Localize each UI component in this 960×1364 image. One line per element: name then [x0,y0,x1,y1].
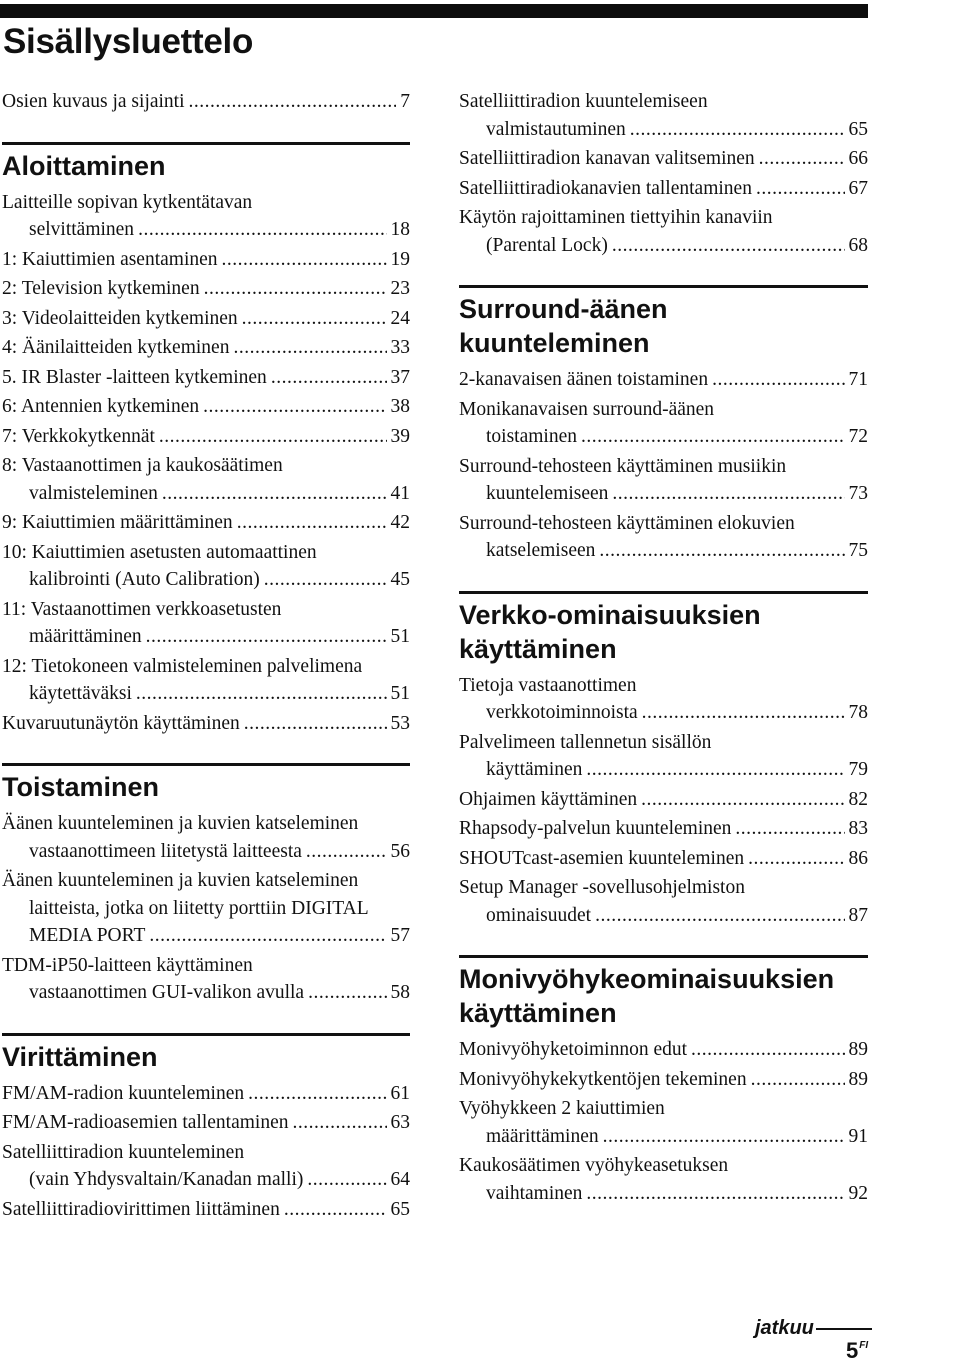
toc-entry-page: 65 [848,118,868,140]
section-rule [459,955,868,958]
continue-label: jatkuu [755,1317,814,1339]
toc-entry-text: vastaanottimen GUI-valikon avulla [29,982,305,1003]
toc-entry-text: Monivyöhyketoiminnon edut [459,1039,688,1060]
toc-entry-text: (vain Yhdysvaltain/Kanadan malli) [29,1169,304,1190]
dot-leader [204,275,387,303]
toc-entry-page: 42 [390,512,410,533]
toc-entry-text: määrittäminen [29,626,142,647]
toc-entry-text: valmistautuminen [486,118,626,140]
toc-right-sections [459,285,868,1207]
dot-leader [264,566,387,594]
dot-leader [307,1166,386,1194]
toc-entry-text: käyttäminen [486,759,583,780]
toc-entry-text: Setup Manager -sovellusohjelmiston [459,877,745,898]
toc-left-sections [2,142,410,1224]
dot-leader [612,232,845,260]
toc-entry-page: 82 [848,788,868,810]
toc-entry-text: 8: Vastaanottimen ja kaukosäätimen [2,455,283,476]
toc-entry[interactable] [459,145,868,173]
section-heading [459,292,868,360]
toc-entry-page: 38 [390,396,410,417]
toc-entry-text: Tietoja vastaanottimen [459,674,637,696]
toc-entry[interactable] [459,1152,868,1207]
continue-marker [755,1317,872,1340]
dot-leader [149,922,386,950]
section-heading-line: Toistaminen [2,772,160,802]
toc-entry-text: Osien kuvaus ja sijainti [2,91,185,112]
section-heading-line: Monivyöhykeominaisuuksien [459,964,835,994]
section-entries [459,672,868,930]
toc-entry-page: 19 [390,248,410,270]
toc-entry-text: TDM-iP50-laitteen käyttäminen [2,954,253,976]
toc-entry[interactable] [459,786,868,814]
section-rule [2,763,410,766]
dot-leader [756,175,845,203]
dot-leader [284,1196,387,1224]
toc-entry-text: Vyöhykkeen 2 kaiuttimien [459,1098,665,1119]
toc-entry[interactable] [459,845,868,873]
toc-entry-text: määrittäminen [486,1125,599,1147]
toc-entry-page: 87 [848,904,868,926]
dot-leader [146,623,387,651]
toc-entry-text: Kaukosäätimen vyöhykeasetuksen [459,1155,729,1176]
toc-entry-page: 86 [848,847,868,869]
toc-entry-text: katselemiseen [486,540,596,561]
toc-entry-page: 61 [390,1082,410,1104]
dot-leader [599,537,844,565]
toc-entry-page: 45 [390,569,410,590]
toc-entry[interactable] [2,653,410,708]
toc-entry-text: Äänen kuunteleminen ja kuvien katseleminen [2,813,359,834]
toc-entry[interactable] [459,729,868,784]
dot-leader [292,1109,386,1137]
toc-entry-text: Surround-tehosteen käyttäminen elokuvien [459,512,795,534]
section-heading [2,1040,410,1074]
toc-entry-text: SHOUTcast-asemien kuunteleminen [459,847,745,869]
toc-entry[interactable] [2,867,410,950]
dot-leader [136,680,387,708]
toc-entry-text: vastaanottimeen liitetystä laitteesta [29,840,302,862]
toc-entry-page: 63 [390,1112,410,1133]
toc-entry-text: 2: Television kytkeminen [2,278,200,299]
section-rule [459,285,868,288]
toc-entry[interactable] [459,453,868,508]
toc-entry[interactable] [2,189,410,244]
toc-entry-text: selvittäminen [29,219,135,240]
dot-leader [759,145,845,173]
dot-leader [189,88,397,116]
toc-entry-page: 58 [390,982,410,1003]
dot-leader [735,815,844,843]
toc-entry-page: 66 [848,148,868,169]
dot-leader [712,366,844,394]
section-heading [2,770,410,804]
dot-leader [586,1180,844,1208]
section-heading-line: kuunteleminen [459,328,650,358]
toc-entry-text: Monikanavaisen surround-äänen [459,398,715,420]
dot-leader [162,480,387,508]
section-heading-line: käyttäminen [459,633,617,664]
toc-entry-text: 7: Verkkokytkennät [2,425,155,447]
toc-entry-page: 39 [390,425,410,447]
toc-entry-page: 92 [848,1182,868,1204]
toc-entry-page: 64 [390,1169,410,1190]
toc-entry[interactable] [2,539,410,594]
dot-leader [248,1080,386,1108]
toc-entry-page: 57 [390,925,410,946]
toc-entry-text: toistaminen [486,426,577,447]
section-rule [2,1033,410,1036]
toc-entry-text: Monivyöhykekytkentöjen tekeminen [459,1068,747,1090]
toc-entry-page: 91 [848,1125,868,1147]
dot-leader [242,305,387,333]
toc-entry-text: käytettäväksi [29,683,132,704]
toc-entry-page: 56 [390,840,410,862]
toc-entry-page: 53 [390,712,410,734]
toc-entry[interactable] [2,246,410,274]
toc-entry[interactable] [2,1139,410,1194]
toc-left-column [2,88,410,1225]
toc-entry-page: 23 [390,278,410,299]
toc-entry[interactable] [2,710,410,738]
toc-entry-page: 72 [848,426,868,447]
section-heading-line: Virittäminen [2,1041,158,1072]
toc-entry-text: Satelliittiradiovirittimen liittäminen [2,1198,280,1220]
toc-entry[interactable] [459,1036,868,1064]
toc-entry-page: 33 [390,337,410,358]
toc-entry-page: 51 [390,626,410,647]
toc-entry-text: 12: Tietokoneen valmisteleminen palvelimena [2,655,363,677]
toc-entry-text: 5. IR Blaster -laitteen kytkeminen [2,366,267,388]
toc-entry[interactable] [2,1109,410,1137]
section-entries [459,1036,868,1207]
toc-entry-page: 24 [390,307,410,329]
toc-entry-text: Satelliittiradiokanavien tallentaminen [459,177,752,199]
continue-arrow-line [816,1328,872,1330]
toc-right-intro-list [459,88,868,259]
toc-entry[interactable] [459,366,868,394]
toc-entry[interactable] [459,672,868,727]
toc-entry[interactable] [2,952,410,1007]
toc-entry[interactable] [459,396,868,451]
section-entries [2,189,410,738]
section-heading [2,149,410,183]
dot-leader [748,845,844,873]
toc-entry-text: verkkotoiminnoista [486,702,638,723]
toc-entry-text: laitteista, jotka on liitetty porttiin DIGITAL [29,897,369,919]
dot-leader [271,364,387,392]
toc-entry[interactable] [2,393,410,421]
toc-entry[interactable] [2,452,410,507]
dot-leader [222,246,387,274]
toc-entry-page: 89 [848,1039,868,1060]
toc-entry-page: 68 [848,234,868,256]
dot-leader [233,334,386,362]
toc-entry-page: 71 [848,369,868,390]
toc-intro-list [2,88,410,116]
section-entries [2,810,410,1007]
toc-entry-page: 79 [848,759,868,780]
toc-entry[interactable] [459,88,868,143]
toc-entry-text: 6: Antennien kytkeminen [2,396,200,417]
toc-section [2,763,410,1007]
toc-right-column [459,88,868,1209]
dot-leader [630,116,845,144]
dot-leader [612,480,844,508]
dot-leader [308,979,386,1007]
toc-entry[interactable] [459,1066,868,1094]
toc-entry-text: (Parental Lock) [486,234,608,256]
dot-leader [691,1036,844,1064]
page-title: Sisällysluettelo [3,22,254,61]
toc-entry[interactable] [459,510,868,565]
toc-entry-text: Satelliittiradion kuunteleminen [2,1141,245,1163]
toc-entry-text: Palvelimeen tallennetun sisällön [459,731,712,753]
toc-entry-text: Satelliittiradion kanavan valitseminen [459,148,755,169]
dot-leader [159,423,387,451]
toc-entry-text: Ohjaimen käyttäminen [459,788,638,810]
toc-entry-page: 78 [848,702,868,723]
toc-entry[interactable] [2,810,410,865]
toc-entry[interactable] [2,334,410,362]
dot-leader [203,393,386,421]
section-heading-line: käyttäminen [459,998,617,1028]
section-heading-line: Verkko-ominaisuuksien [459,599,761,630]
toc-entry[interactable] [459,815,868,843]
toc-entry-text: 2-kanavaisen äänen toistaminen [459,369,709,390]
toc-entry-text: MEDIA PORT [29,925,146,946]
section-entries [459,366,868,565]
toc-section [2,142,410,738]
toc-entry-text: FM/AM-radion kuunteleminen [2,1082,245,1104]
toc-entry[interactable] [2,423,410,451]
toc-entry-text: 11: Vastaanottimen verkkoasetusten [2,598,282,620]
section-rule [459,591,868,594]
toc-entry-page: 51 [390,683,410,704]
dot-leader [751,1066,845,1094]
toc-entry[interactable] [2,275,410,303]
toc-section [459,285,868,565]
toc-entry-text: Laitteille sopivan kytkentätavan [2,191,253,213]
header-bar [0,4,868,18]
toc-entry-text: kalibrointi (Auto Calibration) [29,569,260,590]
toc-entry[interactable] [2,509,410,537]
toc-entry-text: 9: Kaiuttimien määrittäminen [2,512,233,533]
toc-entry-text: 3: Videolaitteiden kytkeminen [2,307,238,329]
dot-leader [237,509,387,537]
toc-entry[interactable] [2,364,410,392]
toc-entry[interactable] [459,175,868,203]
section-entries [2,1080,410,1224]
toc-entry-page: 73 [848,483,868,504]
toc-entry-text: vaihtaminen [486,1182,583,1204]
toc-entry-text: Satelliittiradion kuuntelemiseen [459,91,708,112]
dot-leader [586,756,844,784]
section-heading [459,598,868,666]
dot-leader [306,838,387,866]
toc-entry-text: 1: Kaiuttimien asentaminen [2,248,218,270]
toc-entry[interactable] [2,596,410,651]
toc-entry-page: 75 [848,540,868,561]
page-number [846,1338,868,1364]
toc-entry-page: 37 [390,366,410,388]
toc-entry-page: 7 [400,91,410,112]
toc-entry-text: valmisteleminen [29,482,158,504]
section-rule [2,142,410,145]
toc-section [2,1033,410,1224]
dot-leader [581,423,845,451]
page-number-value: 5 [846,1338,859,1363]
toc-entry-page: 41 [390,482,410,504]
toc-entry-text: FM/AM-radioasemien tallentaminen [2,1112,289,1133]
toc-entry-text: 10: Kaiuttimien asetusten automaattinen [2,541,317,563]
toc-entry[interactable] [2,1080,410,1108]
toc-entry-page: 89 [848,1068,868,1090]
dot-leader [138,216,386,244]
toc-entry-text: Käytön rajoittaminen tiettyihin kanaviin [459,207,773,228]
dot-leader [641,786,844,814]
toc-entry[interactable] [459,204,868,259]
toc-entry[interactable] [459,874,868,929]
toc-entry-text: Äänen kuunteleminen ja kuvien katseleminen [2,870,359,891]
page-number-suffix: FI [859,1340,869,1351]
toc-entry-page: 18 [390,219,410,240]
dot-leader [642,699,845,727]
toc-section [459,591,868,930]
toc-entry-text: kuuntelemiseen [486,483,609,504]
toc-entry-page: 83 [848,818,868,839]
toc-entry[interactable] [459,1095,868,1150]
section-heading [459,962,868,1030]
toc-entry-text: Surround-tehosteen käyttäminen musiikin [459,455,787,477]
toc-entry-text: Rhapsody-palvelun kuunteleminen [459,818,732,839]
toc-entry[interactable] [2,88,410,116]
toc-entry-page: 65 [390,1198,410,1220]
toc-entry[interactable] [2,1196,410,1224]
dot-leader [244,710,387,738]
dot-leader [603,1123,845,1151]
toc-entry-page: 67 [848,177,868,199]
dot-leader [595,902,844,930]
section-heading-line: Surround-äänen [459,294,668,324]
section-heading-line: Aloittaminen [2,150,166,181]
toc-entry-text: Kuvaruutunäytön käyttäminen [2,712,240,734]
toc-entry-text: 4: Äänilaitteiden kytkeminen [2,337,230,358]
toc-entry-text: ominaisuudet [486,904,592,926]
toc-section [459,955,868,1207]
toc-entry[interactable] [2,305,410,333]
